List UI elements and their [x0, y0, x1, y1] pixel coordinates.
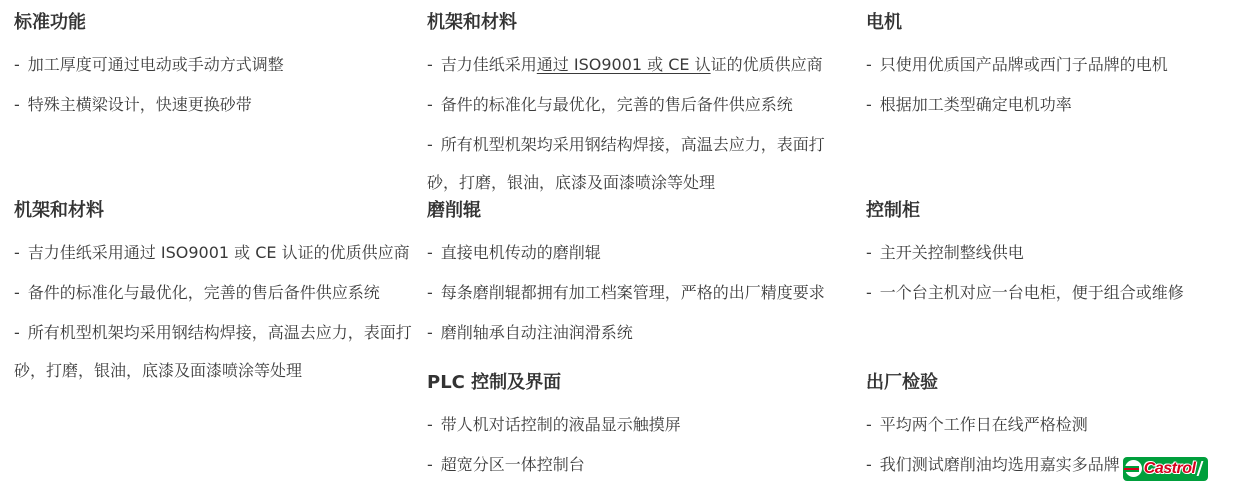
bullet-marker: - [427, 135, 433, 154]
bullet-text: 一个台主机对应一台电柜，便于组合或维修 [879, 283, 1184, 302]
bullet-marker: - [14, 283, 20, 302]
bullet-marker: - [427, 455, 433, 474]
bullet-item [427, 86, 848, 124]
bullet-marker: - [866, 243, 872, 262]
bullet-item [866, 234, 1211, 272]
bullet-text: 每条磨削辊都拥有加工档案管理，严格的出厂精度要求 [440, 283, 825, 302]
bullet-marker: - [427, 415, 433, 434]
bullet-item [866, 446, 1211, 484]
bullet-item [866, 406, 1211, 444]
bullet-text: 平均两个工作日在线严格检测 [879, 415, 1088, 434]
castrol-logo-label: Castrol [1143, 459, 1196, 477]
bullet-item [427, 406, 848, 444]
section-heading: 磨削辊 [427, 200, 481, 221]
bullet-text: 超宽分区一体控制台 [440, 455, 585, 474]
bullet-text: 吉力佳纸采用 [440, 55, 537, 74]
bullet-marker: - [14, 323, 20, 342]
bullet-text: 加工厚度可通过电动或手动方式调整 [27, 55, 284, 74]
bullet-marker: - [427, 323, 433, 342]
bullet-item [427, 314, 848, 352]
section-heading: 电机 [866, 12, 902, 33]
bullet-marker: - [14, 243, 20, 262]
bullet-text: 吉力佳纸采用通过 ISO9001 或 CE 认证的优质供应商 [27, 243, 410, 262]
section-motor [866, 8, 1221, 196]
section-heading: 控制柜 [866, 200, 920, 221]
section-factory-inspection [866, 368, 1221, 486]
bullet-marker: - [866, 455, 872, 474]
bullet-marker: - [866, 283, 872, 302]
bullet-item [14, 46, 421, 84]
bullet-marker: - [866, 55, 872, 74]
bullet-marker: - [427, 95, 433, 114]
section-heading: 机架和材料 [14, 200, 104, 221]
section-standard-features [14, 8, 427, 196]
section-heading: 标准功能 [14, 12, 86, 33]
iso-ce-certification-link[interactable]: 通过 ISO9001 或 CE 认 [536, 55, 711, 74]
bullet-text: 带人机对话控制的液晶显示触摸屏 [440, 415, 681, 434]
bullet-item [427, 446, 848, 484]
bullet-item [14, 274, 421, 312]
bullet-marker: - [866, 415, 872, 434]
bullet-item [427, 126, 848, 202]
bullet-item [14, 314, 421, 390]
bullet-marker: - [427, 55, 433, 74]
bullet-text: 特殊主横梁设计，快速更换砂带 [27, 95, 252, 114]
section-plc-control [427, 368, 866, 486]
bullet-text: 磨削轴承自动注油润滑系统 [440, 323, 633, 342]
bullet-text: 证的优质供应商 [710, 55, 823, 74]
bullet-item [866, 86, 1211, 124]
bullet-text: 主开关控制整线供电 [879, 243, 1024, 262]
section-control-cabinet [866, 196, 1221, 368]
bullet-marker: - [14, 95, 20, 114]
castrol-logo [1123, 457, 1209, 481]
bullet-item [866, 274, 1211, 312]
bullet-item [14, 86, 421, 124]
bullet-item [427, 46, 848, 84]
bullet-text: 直接电机传动的磨削辊 [440, 243, 601, 262]
bullet-item [427, 274, 848, 312]
section-frame-materials-left [14, 196, 427, 380]
bullet-marker: - [427, 243, 433, 262]
section-grinding-roller [427, 196, 866, 368]
bullet-text: 只使用优质国产品牌或西门子品牌的电机 [879, 55, 1168, 74]
castrol-slash-icon [1197, 461, 1204, 476]
bullet-text: 所有机型机架均采用钢结构焊接，高温去应力，表面打砂，打磨，银油，底漆及面漆喷涂等处理 [427, 135, 825, 192]
bullet-marker: - [427, 283, 433, 302]
section-heading: PLC 控制及界面 [427, 372, 562, 393]
bullet-marker: - [14, 55, 20, 74]
bullet-marker: - [866, 95, 872, 114]
section-frame-materials-top [427, 8, 866, 196]
bullet-text: 备件的标准化与最优化，完善的售后备件供应系统 [440, 95, 793, 114]
bullet-text: 所有机型机架均采用钢结构焊接，高温去应力，表面打砂，打磨，银油，底漆及面漆喷涂等处理 [14, 323, 412, 380]
bullet-item [866, 46, 1211, 84]
section-heading: 机架和材料 [427, 12, 517, 33]
bullet-text: 根据加工类型确定电机功率 [879, 95, 1072, 114]
bullet-item [427, 234, 848, 272]
bullet-text: 我们测试磨削油均选用嘉实多品牌 [879, 455, 1120, 474]
bullet-item [14, 234, 421, 272]
bullet-text: 备件的标准化与最优化，完善的售后备件供应系统 [27, 283, 380, 302]
castrol-roundel-icon [1125, 460, 1142, 477]
section-heading: 出厂检验 [866, 372, 938, 393]
